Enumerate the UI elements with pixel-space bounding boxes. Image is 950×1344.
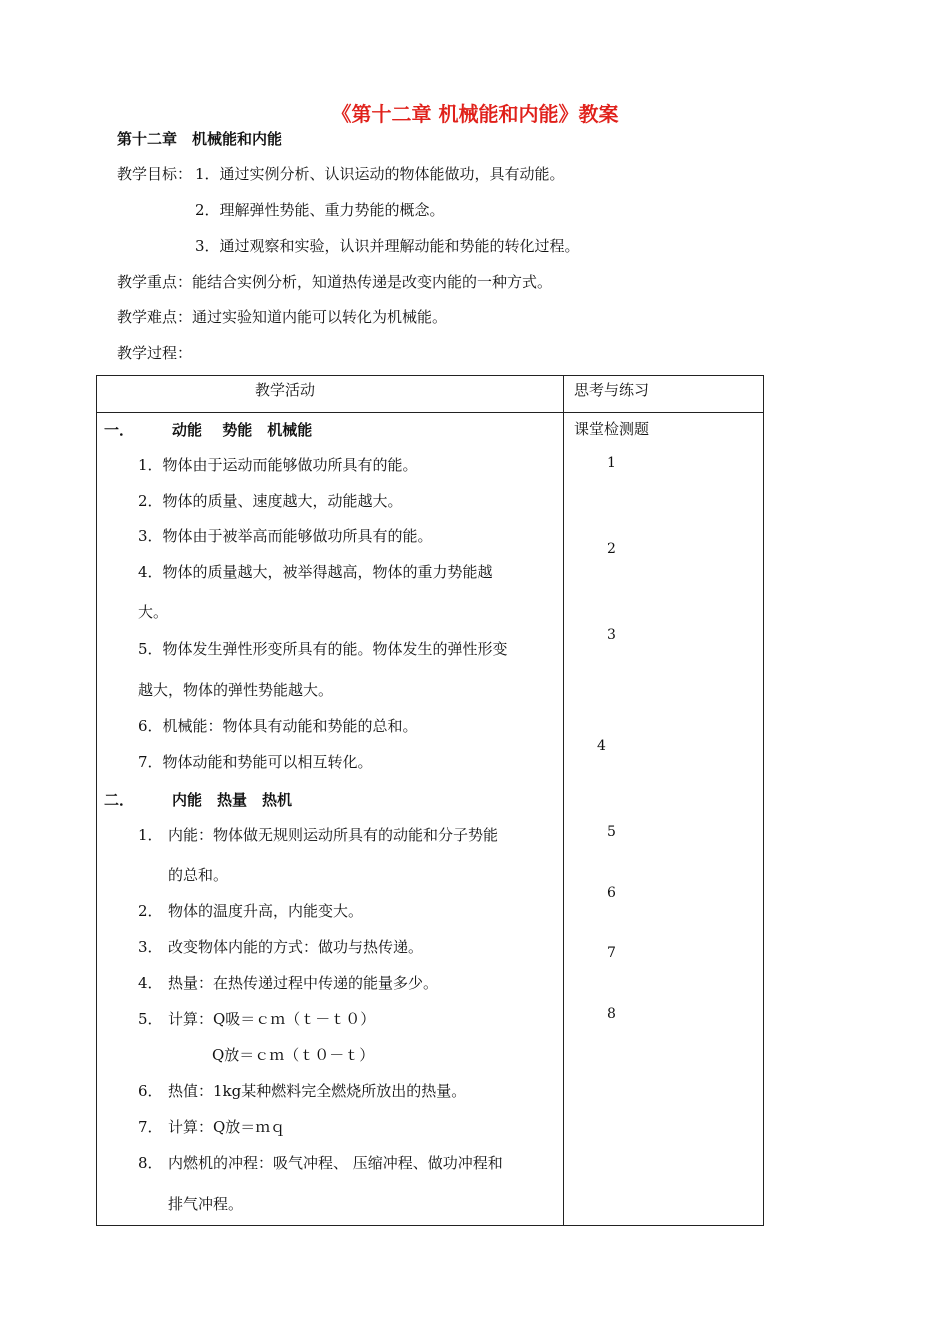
document-title: 《第十二章 机械能和内能》教案 — [331, 102, 619, 126]
exercise-number: 5 — [607, 824, 616, 840]
section-2-item-number: 1． — [138, 826, 163, 844]
difficulty: 教学难点：通过实验知道内能可以转化为机械能。 — [117, 308, 448, 326]
objective-1: 1．通过实例分析、认识运动的物体能做功，具有动能。 — [195, 165, 565, 183]
table-header-divider — [96, 412, 764, 413]
section-2-item-text: 物体的温度升高，内能变大。 — [168, 902, 364, 920]
section-1-line: 6．机械能：物体具有动能和势能的总和。 — [138, 717, 418, 735]
table-column-divider — [563, 375, 564, 1226]
section-2-item-number: 8． — [138, 1154, 163, 1172]
table-header-exercises: 思考与练习 — [574, 381, 650, 399]
section-1-title: 动能 势能 机械能 — [172, 421, 313, 439]
section-2-item-text: 热值：1kg某种燃料完全燃烧所放出的热量。 — [168, 1082, 467, 1100]
section-2-item-number: 7． — [138, 1118, 163, 1136]
table-header-activities: 教学活动 — [255, 381, 316, 399]
section-2-item-text: 排气冲程。 — [168, 1195, 244, 1213]
section-2-title: 内能 热量 热机 — [172, 791, 293, 809]
key-point: 教学重点：能结合实例分析，知道热传递是改变内能的一种方式。 — [117, 273, 553, 291]
exercise-number: 2 — [607, 541, 616, 557]
section-2-item-text: 的总和。 — [168, 866, 229, 884]
section-1-line: 5．物体发生弹性形变所具有的能。物体发生的弹性形变 — [138, 640, 508, 658]
classroom-test-title: 课堂检测题 — [574, 420, 650, 438]
exercise-number: 3 — [607, 627, 616, 643]
chapter-heading: 第十二章 机械能和内能 — [117, 130, 283, 148]
section-1-line: 越大，物体的弹性势能越大。 — [138, 681, 334, 699]
section-2-item-text: 改变物体内能的方式：做功与热传递。 — [168, 938, 424, 956]
section-1-line: 2．物体的质量、速度越大，动能越大。 — [138, 492, 403, 510]
section-1-line: 3．物体由于被举高而能够做功所具有的能。 — [138, 527, 433, 545]
section-1-line: 1．物体由于运动而能够做功所具有的能。 — [138, 456, 418, 474]
formula-fuel-heat: 计算：Q放＝ｍｑ — [168, 1118, 286, 1136]
section-1-line: 4．物体的质量越大，被举得越高，物体的重力势能越 — [138, 563, 493, 581]
section-2-label: 二． — [104, 791, 135, 809]
section-2-item-number: 5． — [138, 1010, 163, 1028]
section-2-item-text: 内能：物体做无规则运动所具有的动能和分子势能 — [168, 826, 499, 844]
section-2-item-text: 内燃机的冲程：吸气冲程、 压缩冲程、做功冲程和 — [168, 1154, 503, 1172]
section-1-line: 7．物体动能和势能可以相互转化。 — [138, 753, 373, 771]
formula-heat-released: Q放＝ｃｍ（ｔ０－ｔ） — [212, 1046, 375, 1064]
section-2-item-number: 6． — [138, 1082, 163, 1100]
section-2-item-number: 4． — [138, 974, 163, 992]
objectives-label: 教学目标： — [117, 165, 193, 183]
process-label: 教学过程： — [117, 344, 193, 362]
section-1-line: 大。 — [138, 603, 169, 621]
section-2-item-number: 2． — [138, 902, 163, 920]
objective-2: 2．理解弹性势能、重力势能的概念。 — [195, 201, 445, 219]
exercise-number: 4 — [597, 738, 606, 754]
exercise-number: 7 — [607, 945, 616, 961]
exercise-number: 8 — [607, 1006, 616, 1022]
section-2-item-text: 热量：在热传递过程中传递的能量多少。 — [168, 974, 439, 992]
section-1-label: 一． — [104, 421, 135, 439]
exercise-number: 1 — [607, 455, 616, 471]
objective-3: 3．通过观察和实验，认识并理解动能和势能的转化过程。 — [195, 237, 580, 255]
formula-heat-absorbed: 计算：Q吸＝ｃｍ（ｔ－ｔ０） — [168, 1010, 376, 1028]
section-2-item-number: 3． — [138, 938, 163, 956]
exercise-number: 6 — [607, 885, 616, 901]
